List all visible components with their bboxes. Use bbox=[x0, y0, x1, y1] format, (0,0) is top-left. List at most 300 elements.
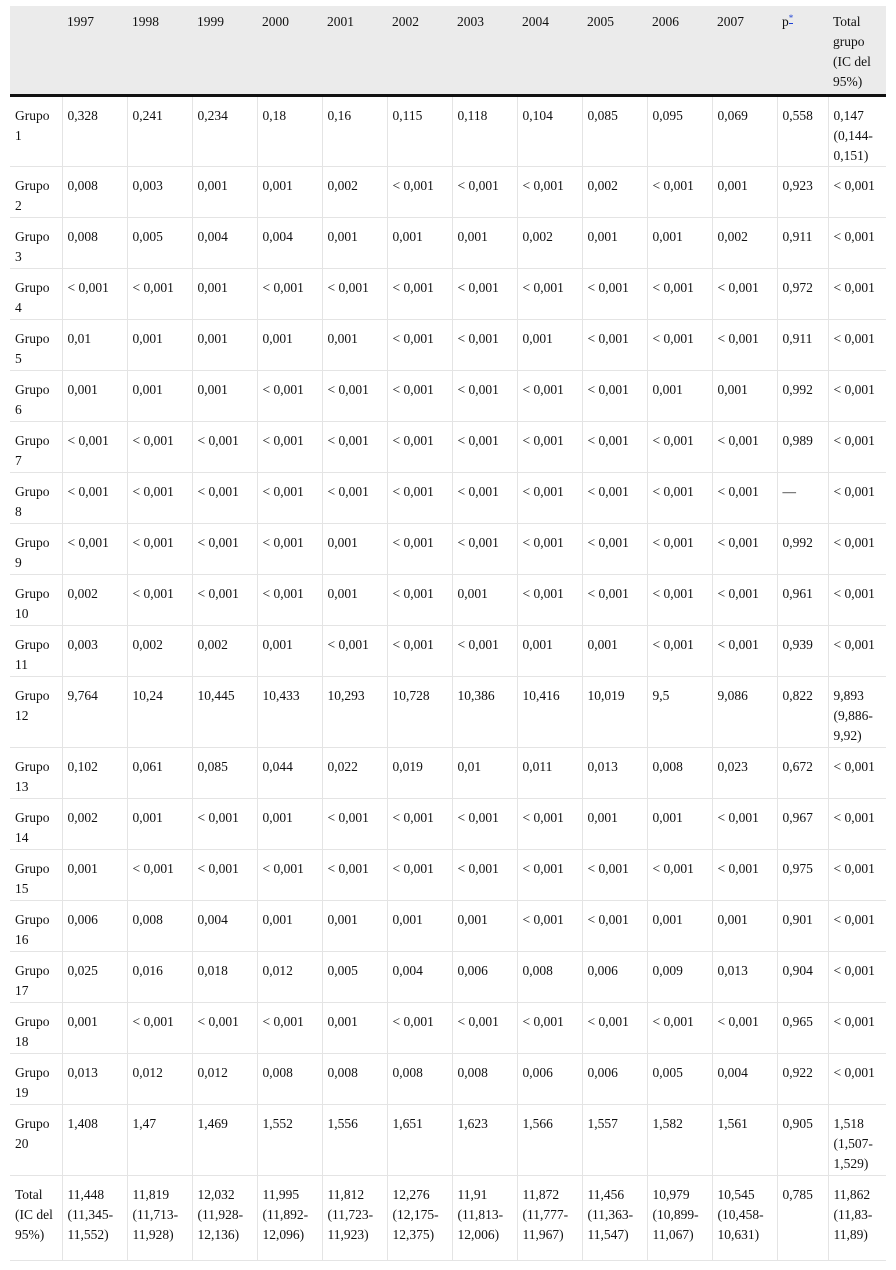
row-label-cell: Grupo 9 bbox=[10, 524, 62, 575]
header-cell bbox=[322, 6, 387, 96]
table-cell: 0,023 bbox=[712, 748, 777, 799]
table-cell: < 0,001 bbox=[712, 473, 777, 524]
table-cell: 0,234 bbox=[192, 96, 257, 167]
table-cell: 11,448 (11,345-11,552) bbox=[62, 1176, 127, 1261]
table-cell: 0,095 bbox=[647, 96, 712, 167]
header-cell bbox=[452, 6, 517, 96]
table-cell: 0,012 bbox=[127, 1054, 192, 1105]
table-row bbox=[10, 677, 886, 748]
table-cell: < 0,001 bbox=[582, 524, 647, 575]
table-row bbox=[10, 1054, 886, 1105]
table-cell: 10,728 bbox=[387, 677, 452, 748]
table-cell: < 0,001 bbox=[712, 422, 777, 473]
table-cell: < 0,001 bbox=[387, 473, 452, 524]
table-cell: < 0,001 bbox=[452, 524, 517, 575]
table-cell: 12,276 (12,175-12,375) bbox=[387, 1176, 452, 1261]
table-cell: 0,044 bbox=[257, 748, 322, 799]
table-cell: 0,001 bbox=[192, 320, 257, 371]
table-row bbox=[10, 575, 886, 626]
table-cell: 0,002 bbox=[127, 626, 192, 677]
row-label-cell: Grupo 14 bbox=[10, 799, 62, 850]
table-cell: < 0,001 bbox=[647, 626, 712, 677]
table-cell: < 0,001 bbox=[387, 371, 452, 422]
table-cell: 0,004 bbox=[712, 1054, 777, 1105]
table-cell: 10,293 bbox=[322, 677, 387, 748]
table-cell: 1,557 bbox=[582, 1105, 647, 1176]
table-cell: 0,001 bbox=[322, 901, 387, 952]
table-cell: < 0,001 bbox=[828, 422, 886, 473]
header-label: 2006 bbox=[652, 14, 679, 29]
table-cell: < 0,001 bbox=[387, 422, 452, 473]
table-cell: 0,001 bbox=[257, 320, 322, 371]
table-cell: < 0,001 bbox=[647, 473, 712, 524]
row-label-cell: Grupo 1 bbox=[10, 96, 62, 167]
row-label-cell: Total (IC del 95%) bbox=[10, 1176, 62, 1261]
table-cell: 11,819 (11,713-11,928) bbox=[127, 1176, 192, 1261]
table-cell: 0,022 bbox=[322, 748, 387, 799]
table-cell: 0,901 bbox=[777, 901, 828, 952]
table-cell: 11,456 (11,363-11,547) bbox=[582, 1176, 647, 1261]
table-cell: 0,001 bbox=[192, 167, 257, 218]
table-cell: < 0,001 bbox=[452, 850, 517, 901]
table-header bbox=[10, 6, 886, 96]
table-cell: < 0,001 bbox=[582, 575, 647, 626]
table-cell: < 0,001 bbox=[192, 799, 257, 850]
header-label: 1998 bbox=[132, 14, 159, 29]
table-cell: < 0,001 bbox=[712, 1003, 777, 1054]
table-cell: 0,008 bbox=[322, 1054, 387, 1105]
header-cell bbox=[828, 6, 886, 96]
table-cell: 0,008 bbox=[127, 901, 192, 952]
table-row bbox=[10, 626, 886, 677]
table-cell: < 0,001 bbox=[712, 524, 777, 575]
table-cell: < 0,001 bbox=[192, 850, 257, 901]
table-cell: 0,328 bbox=[62, 96, 127, 167]
table-cell: < 0,001 bbox=[452, 626, 517, 677]
table-row bbox=[10, 167, 886, 218]
table-cell: 0,558 bbox=[777, 96, 828, 167]
table-cell: < 0,001 bbox=[647, 524, 712, 575]
table-cell: < 0,001 bbox=[828, 901, 886, 952]
table-cell: < 0,001 bbox=[828, 269, 886, 320]
table-cell: < 0,001 bbox=[452, 320, 517, 371]
table-cell: < 0,001 bbox=[452, 799, 517, 850]
table-cell: 0,001 bbox=[517, 626, 582, 677]
table-cell: 0,006 bbox=[517, 1054, 582, 1105]
table-cell: < 0,001 bbox=[387, 1003, 452, 1054]
table-cell: < 0,001 bbox=[712, 575, 777, 626]
table-row bbox=[10, 748, 886, 799]
table-cell: < 0,001 bbox=[127, 473, 192, 524]
table-cell: < 0,001 bbox=[257, 473, 322, 524]
row-label-cell: Grupo 6 bbox=[10, 371, 62, 422]
table-cell: 0,001 bbox=[387, 901, 452, 952]
table-cell: 0,002 bbox=[62, 799, 127, 850]
header-label: 2000 bbox=[262, 14, 289, 29]
table-cell: < 0,001 bbox=[582, 1003, 647, 1054]
table-cell: 0,019 bbox=[387, 748, 452, 799]
table-cell: 0,004 bbox=[387, 952, 452, 1003]
header-cell bbox=[582, 6, 647, 96]
table-row bbox=[10, 96, 886, 167]
table-cell: 0,001 bbox=[322, 575, 387, 626]
table-cell: < 0,001 bbox=[828, 218, 886, 269]
table-cell: < 0,001 bbox=[62, 473, 127, 524]
table-cell: < 0,001 bbox=[387, 167, 452, 218]
table-cell: < 0,001 bbox=[192, 575, 257, 626]
table-row bbox=[10, 1105, 886, 1176]
table-cell: 10,445 bbox=[192, 677, 257, 748]
table-cell: < 0,001 bbox=[452, 422, 517, 473]
table-cell: 10,433 bbox=[257, 677, 322, 748]
table-cell: 0,001 bbox=[712, 371, 777, 422]
table-cell: 9,5 bbox=[647, 677, 712, 748]
table-cell: 0,001 bbox=[127, 371, 192, 422]
row-label-cell: Grupo 4 bbox=[10, 269, 62, 320]
table-cell: 0,005 bbox=[322, 952, 387, 1003]
table-cell: < 0,001 bbox=[322, 626, 387, 677]
table-cell: 0,923 bbox=[777, 167, 828, 218]
table-cell: 0,922 bbox=[777, 1054, 828, 1105]
table-cell: 10,019 bbox=[582, 677, 647, 748]
table-cell: 0,001 bbox=[322, 524, 387, 575]
table-cell: 0,905 bbox=[777, 1105, 828, 1176]
table-cell: 0,001 bbox=[452, 218, 517, 269]
table-cell: 0,003 bbox=[62, 626, 127, 677]
table-cell: 0,01 bbox=[62, 320, 127, 371]
table-cell: < 0,001 bbox=[647, 167, 712, 218]
table-cell: 0,004 bbox=[192, 901, 257, 952]
table-cell: 0,241 bbox=[127, 96, 192, 167]
table-cell: 0,16 bbox=[322, 96, 387, 167]
table-cell: < 0,001 bbox=[517, 473, 582, 524]
header-label: Total grupo (IC del 95%) bbox=[833, 14, 871, 89]
table-cell: < 0,001 bbox=[582, 269, 647, 320]
table-cell: 11,91 (11,813-12,006) bbox=[452, 1176, 517, 1261]
table-cell: 0,001 bbox=[62, 850, 127, 901]
table-cell: 0,001 bbox=[517, 320, 582, 371]
table-cell: 0,005 bbox=[647, 1054, 712, 1105]
row-label-cell: Grupo 20 bbox=[10, 1105, 62, 1176]
header-label: 2003 bbox=[457, 14, 484, 29]
table-cell: 0,118 bbox=[452, 96, 517, 167]
table-cell: 0,002 bbox=[62, 575, 127, 626]
table-cell: 0,013 bbox=[582, 748, 647, 799]
table-cell: 0,001 bbox=[192, 371, 257, 422]
table-cell: 1,408 bbox=[62, 1105, 127, 1176]
table-cell: 0,004 bbox=[192, 218, 257, 269]
table-cell: 1,556 bbox=[322, 1105, 387, 1176]
row-label-cell: Grupo 16 bbox=[10, 901, 62, 952]
table-cell: 0,147 (0,144-0,151) bbox=[828, 96, 886, 167]
table-cell: 0,989 bbox=[777, 422, 828, 473]
table-cell: 0,001 bbox=[712, 901, 777, 952]
table-cell: 0,002 bbox=[517, 218, 582, 269]
header-cell bbox=[127, 6, 192, 96]
table-cell: 0,002 bbox=[322, 167, 387, 218]
table-cell: 0,025 bbox=[62, 952, 127, 1003]
table-cell: 0,992 bbox=[777, 524, 828, 575]
table-cell: < 0,001 bbox=[517, 575, 582, 626]
row-label-cell: Grupo 2 bbox=[10, 167, 62, 218]
table-cell: < 0,001 bbox=[517, 371, 582, 422]
table-row bbox=[10, 1003, 886, 1054]
table-cell: < 0,001 bbox=[257, 422, 322, 473]
table-cell: 0,008 bbox=[387, 1054, 452, 1105]
header-cell bbox=[387, 6, 452, 96]
table-cell: 0,018 bbox=[192, 952, 257, 1003]
row-label-cell: Grupo 13 bbox=[10, 748, 62, 799]
table-cell: < 0,001 bbox=[828, 850, 886, 901]
table-cell: < 0,001 bbox=[62, 269, 127, 320]
table-row bbox=[10, 524, 886, 575]
table-cell: 0,001 bbox=[62, 1003, 127, 1054]
table-cell: 10,24 bbox=[127, 677, 192, 748]
table-cell: 0,002 bbox=[192, 626, 257, 677]
table-cell: < 0,001 bbox=[127, 269, 192, 320]
table-cell: < 0,001 bbox=[712, 799, 777, 850]
table-cell: 1,518 (1,507-1,529) bbox=[828, 1105, 886, 1176]
table-cell: 0,008 bbox=[452, 1054, 517, 1105]
table-cell: 0,002 bbox=[712, 218, 777, 269]
table-row bbox=[10, 320, 886, 371]
header-label: 2004 bbox=[522, 14, 549, 29]
table-cell: 11,995 (11,892-12,096) bbox=[257, 1176, 322, 1261]
row-label-cell: Grupo 19 bbox=[10, 1054, 62, 1105]
table-cell: < 0,001 bbox=[517, 1003, 582, 1054]
table-cell: < 0,001 bbox=[517, 524, 582, 575]
table-cell: < 0,001 bbox=[322, 473, 387, 524]
table-cell: < 0,001 bbox=[387, 269, 452, 320]
table-cell: 1,582 bbox=[647, 1105, 712, 1176]
table-cell: 0,001 bbox=[647, 218, 712, 269]
table-cell: 0,904 bbox=[777, 952, 828, 1003]
table-row bbox=[10, 371, 886, 422]
table-cell: < 0,001 bbox=[647, 320, 712, 371]
table-cell: < 0,001 bbox=[192, 524, 257, 575]
table-cell: 0,001 bbox=[712, 167, 777, 218]
header-cell bbox=[517, 6, 582, 96]
table-cell: < 0,001 bbox=[257, 1003, 322, 1054]
table-cell: < 0,001 bbox=[257, 850, 322, 901]
row-label-cell: Grupo 3 bbox=[10, 218, 62, 269]
table-cell: < 0,001 bbox=[127, 575, 192, 626]
table-cell: < 0,001 bbox=[452, 473, 517, 524]
table-row bbox=[10, 799, 886, 850]
table-cell: < 0,001 bbox=[322, 371, 387, 422]
table-cell: < 0,001 bbox=[517, 799, 582, 850]
table-cell: 0,975 bbox=[777, 850, 828, 901]
table-cell: 0,102 bbox=[62, 748, 127, 799]
table-cell: 0,672 bbox=[777, 748, 828, 799]
table-cell: 0,012 bbox=[192, 1054, 257, 1105]
table-cell: < 0,001 bbox=[647, 422, 712, 473]
header-label: 1999 bbox=[197, 14, 224, 29]
table-cell: < 0,001 bbox=[452, 1003, 517, 1054]
table-cell: 0,001 bbox=[647, 371, 712, 422]
table-cell: 0,001 bbox=[452, 575, 517, 626]
table-cell: 0,008 bbox=[62, 218, 127, 269]
footnote-link[interactable]: * bbox=[788, 12, 794, 23]
row-label-cell: Grupo 7 bbox=[10, 422, 62, 473]
table-cell: < 0,001 bbox=[387, 320, 452, 371]
table-cell: < 0,001 bbox=[828, 1054, 886, 1105]
table-cell: 10,416 bbox=[517, 677, 582, 748]
table-cell: 0,008 bbox=[62, 167, 127, 218]
header-label: p bbox=[782, 14, 789, 29]
table-cell: < 0,001 bbox=[387, 524, 452, 575]
table-cell: 1,469 bbox=[192, 1105, 257, 1176]
table-cell: < 0,001 bbox=[582, 320, 647, 371]
table-cell: < 0,001 bbox=[257, 575, 322, 626]
table-cell: < 0,001 bbox=[452, 269, 517, 320]
table-row bbox=[10, 901, 886, 952]
table-cell: < 0,001 bbox=[127, 422, 192, 473]
header-cell-empty bbox=[10, 6, 62, 96]
table-cell: < 0,001 bbox=[322, 850, 387, 901]
table-cell: 0,002 bbox=[582, 167, 647, 218]
table-cell: 0,001 bbox=[62, 371, 127, 422]
table-cell: < 0,001 bbox=[712, 320, 777, 371]
table-cell: < 0,001 bbox=[828, 1003, 886, 1054]
table-cell: < 0,001 bbox=[387, 575, 452, 626]
table-cell: 0,972 bbox=[777, 269, 828, 320]
table-row bbox=[10, 473, 886, 524]
table-cell: < 0,001 bbox=[192, 1003, 257, 1054]
table-cell: 0,911 bbox=[777, 218, 828, 269]
table-cell: 1,566 bbox=[517, 1105, 582, 1176]
table-cell: 0,785 bbox=[777, 1176, 828, 1261]
table-cell: 0,061 bbox=[127, 748, 192, 799]
header-label: 2007 bbox=[717, 14, 744, 29]
header-cell bbox=[777, 6, 828, 96]
table-cell: 0,18 bbox=[257, 96, 322, 167]
table-cell: 1,47 bbox=[127, 1105, 192, 1176]
header-cell bbox=[62, 6, 127, 96]
table-cell: 12,032 (11,928-12,136) bbox=[192, 1176, 257, 1261]
table-cell: 9,893 (9,886-9,92) bbox=[828, 677, 886, 748]
table-cell: 0,013 bbox=[712, 952, 777, 1003]
table-cell: < 0,001 bbox=[62, 524, 127, 575]
table-cell: — bbox=[777, 473, 828, 524]
table-body bbox=[10, 96, 886, 1261]
header-cell bbox=[647, 6, 712, 96]
table-cell: < 0,001 bbox=[828, 575, 886, 626]
header-cell bbox=[257, 6, 322, 96]
table-cell: 11,862 (11,83-11,89) bbox=[828, 1176, 886, 1261]
table-cell: 0,967 bbox=[777, 799, 828, 850]
table-cell: 0,961 bbox=[777, 575, 828, 626]
table-cell: < 0,001 bbox=[322, 269, 387, 320]
header-label: 2002 bbox=[392, 14, 419, 29]
table-cell: < 0,001 bbox=[582, 850, 647, 901]
table-cell: < 0,001 bbox=[712, 626, 777, 677]
table-cell: 0,115 bbox=[387, 96, 452, 167]
row-label-cell: Grupo 17 bbox=[10, 952, 62, 1003]
table-cell: 0,001 bbox=[257, 167, 322, 218]
table-cell: 0,009 bbox=[647, 952, 712, 1003]
table-cell: < 0,001 bbox=[647, 1003, 712, 1054]
table-row bbox=[10, 218, 886, 269]
table-cell: 0,008 bbox=[257, 1054, 322, 1105]
table-cell: < 0,001 bbox=[192, 422, 257, 473]
table-cell: < 0,001 bbox=[647, 850, 712, 901]
table-cell: < 0,001 bbox=[712, 850, 777, 901]
table-cell: 0,001 bbox=[582, 218, 647, 269]
table-cell: < 0,001 bbox=[517, 269, 582, 320]
header-row bbox=[10, 6, 886, 96]
table-cell: < 0,001 bbox=[322, 422, 387, 473]
table-cell: < 0,001 bbox=[828, 371, 886, 422]
table-cell: < 0,001 bbox=[828, 524, 886, 575]
table-cell: 0,104 bbox=[517, 96, 582, 167]
table-cell: 0,965 bbox=[777, 1003, 828, 1054]
table-cell: 0,001 bbox=[387, 218, 452, 269]
table-cell: < 0,001 bbox=[582, 422, 647, 473]
table-cell: 0,001 bbox=[647, 799, 712, 850]
table-cell: < 0,001 bbox=[647, 575, 712, 626]
row-label-cell: Grupo 10 bbox=[10, 575, 62, 626]
table-cell: < 0,001 bbox=[387, 850, 452, 901]
row-label-cell: Grupo 11 bbox=[10, 626, 62, 677]
table-cell: < 0,001 bbox=[257, 524, 322, 575]
table-cell: 0,001 bbox=[322, 1003, 387, 1054]
data-table bbox=[10, 6, 886, 1261]
table-cell: 0,085 bbox=[192, 748, 257, 799]
table-cell: 0,006 bbox=[582, 1054, 647, 1105]
table-cell: 0,001 bbox=[647, 901, 712, 952]
table-cell: < 0,001 bbox=[192, 473, 257, 524]
table-cell: < 0,001 bbox=[517, 167, 582, 218]
table-cell: 0,008 bbox=[647, 748, 712, 799]
table-cell: < 0,001 bbox=[828, 799, 886, 850]
table-cell: < 0,001 bbox=[517, 422, 582, 473]
table-cell: 0,001 bbox=[257, 901, 322, 952]
table-cell: < 0,001 bbox=[517, 850, 582, 901]
table-row bbox=[10, 952, 886, 1003]
table-row bbox=[10, 269, 886, 320]
header-cell bbox=[192, 6, 257, 96]
table-cell: 0,008 bbox=[517, 952, 582, 1003]
table-cell: 0,001 bbox=[582, 799, 647, 850]
table-cell: 10,979 (10,899-11,067) bbox=[647, 1176, 712, 1261]
table-cell: 0,001 bbox=[452, 901, 517, 952]
row-label-cell: Grupo 18 bbox=[10, 1003, 62, 1054]
table-cell: 0,001 bbox=[322, 320, 387, 371]
table-cell: < 0,001 bbox=[582, 371, 647, 422]
table-cell: 0,004 bbox=[257, 218, 322, 269]
header-label: 2005 bbox=[587, 14, 614, 29]
table-cell: 11,872 (11,777-11,967) bbox=[517, 1176, 582, 1261]
table-cell: 0,01 bbox=[452, 748, 517, 799]
header-label: 2001 bbox=[327, 14, 354, 29]
table-cell: < 0,001 bbox=[452, 167, 517, 218]
table-cell: 0,006 bbox=[582, 952, 647, 1003]
table-cell: < 0,001 bbox=[582, 473, 647, 524]
row-label-cell: Grupo 12 bbox=[10, 677, 62, 748]
table-cell: < 0,001 bbox=[127, 850, 192, 901]
table-cell: < 0,001 bbox=[257, 371, 322, 422]
table-cell: < 0,001 bbox=[828, 748, 886, 799]
table-cell: 0,001 bbox=[192, 269, 257, 320]
table-cell: 11,812 (11,723-11,923) bbox=[322, 1176, 387, 1261]
table-cell: 0,001 bbox=[257, 626, 322, 677]
table-cell: 0,001 bbox=[582, 626, 647, 677]
table-cell: < 0,001 bbox=[322, 799, 387, 850]
table-row bbox=[10, 850, 886, 901]
table-cell: < 0,001 bbox=[647, 269, 712, 320]
table-cell: 0,085 bbox=[582, 96, 647, 167]
